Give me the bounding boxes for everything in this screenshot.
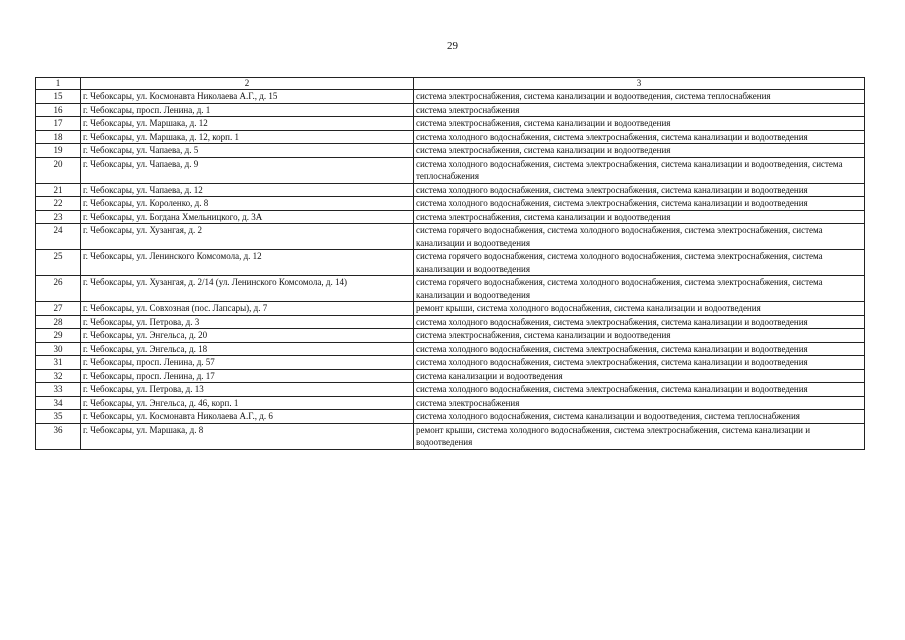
works-cell: система электроснабжения — [414, 103, 865, 117]
works-cell: система канализации и водоотведения — [414, 369, 865, 383]
table-row — [36, 342, 865, 356]
table-row — [36, 410, 865, 424]
table-row — [36, 423, 865, 449]
address-cell: г. Чебоксары, ул. Чапаева, д. 9 — [81, 157, 414, 183]
row-number-cell: 22 — [36, 197, 81, 211]
works-cell: система холодного водоснабжения, система электроснабжения, система канализации и водоотведения — [414, 315, 865, 329]
works-cell: система холодного водоснабжения, система электроснабжения, система канализации и водоотведения — [414, 197, 865, 211]
row-number-cell: 29 — [36, 329, 81, 343]
table-body — [36, 78, 865, 450]
table-header-row — [36, 78, 865, 90]
row-number-cell: 34 — [36, 396, 81, 410]
table-row — [36, 356, 865, 370]
works-cell: система холодного водоснабжения, система электроснабжения, система канализации и водоотведения — [414, 342, 865, 356]
row-number-cell: 18 — [36, 130, 81, 144]
row-number-cell: 25 — [36, 250, 81, 276]
works-cell: система электроснабжения, система канализации и водоотведения, система теплоснабжения — [414, 90, 865, 104]
row-number-cell: 27 — [36, 302, 81, 316]
column-number-1: 1 — [36, 78, 81, 90]
address-cell: г. Чебоксары, просп. Ленина, д. 1 — [81, 103, 414, 117]
works-cell: система электроснабжения, система канализации и водоотведения — [414, 210, 865, 224]
works-cell: система электроснабжения — [414, 396, 865, 410]
row-number-cell: 30 — [36, 342, 81, 356]
address-cell: г. Чебоксары, ул. Хузангая, д. 2 — [81, 224, 414, 250]
works-cell: ремонт крыши, система холодного водоснабжения, система канализации и водоотведения — [414, 302, 865, 316]
row-number-cell: 36 — [36, 423, 81, 449]
address-cell: г. Чебоксары, ул. Маршака, д. 8 — [81, 423, 414, 449]
works-cell: ремонт крыши, система холодного водоснабжения, система электроснабжения, система канализации и водоотведения — [414, 423, 865, 449]
address-cell: г. Чебоксары, просп. Ленина, д. 17 — [81, 369, 414, 383]
address-cell: г. Чебоксары, ул. Энгельса, д. 46, корп. 1 — [81, 396, 414, 410]
address-cell: г. Чебоксары, ул. Совхозная (пос. Лапсары), д. 7 — [81, 302, 414, 316]
row-number-cell: 31 — [36, 356, 81, 370]
address-cell: г. Чебоксары, ул. Космонавта Николаева А.Г., д. 15 — [81, 90, 414, 104]
row-number-cell: 20 — [36, 157, 81, 183]
works-cell: система холодного водоснабжения, система канализации и водоотведения, система теплоснабжения — [414, 410, 865, 424]
table-row — [36, 250, 865, 276]
row-number-cell: 16 — [36, 103, 81, 117]
table-row — [36, 369, 865, 383]
address-cell: г. Чебоксары, ул. Ленинского Комсомола, д. 12 — [81, 250, 414, 276]
works-cell: система горячего водоснабжения, система холодного водоснабжения, система электроснабжения, система канализации и водоотведения — [414, 224, 865, 250]
row-number-cell: 15 — [36, 90, 81, 104]
works-cell: система электроснабжения, система канализации и водоотведения — [414, 144, 865, 158]
works-cell: система электроснабжения, система канализации и водоотведения — [414, 117, 865, 131]
address-cell: г. Чебоксары, ул. Энгельса, д. 18 — [81, 342, 414, 356]
address-cell: г. Чебоксары, ул. Петрова, д. 3 — [81, 315, 414, 329]
address-cell: г. Чебоксары, ул. Короленко, д. 8 — [81, 197, 414, 211]
address-cell: г. Чебоксары, ул. Маршака, д. 12 — [81, 117, 414, 131]
works-cell: система холодного водоснабжения, система электроснабжения, система канализации и водоотведения, система теплоснабжения — [414, 157, 865, 183]
works-cell: система горячего водоснабжения, система холодного водоснабжения, система электроснабжения, система канализации и водоотведения — [414, 276, 865, 302]
table-row — [36, 302, 865, 316]
table-row — [36, 396, 865, 410]
address-cell: г. Чебоксары, ул. Петрова, д. 13 — [81, 383, 414, 397]
works-cell: система холодного водоснабжения, система электроснабжения, система канализации и водоотведения — [414, 383, 865, 397]
column-number-2: 2 — [81, 78, 414, 90]
row-number-cell: 23 — [36, 210, 81, 224]
row-number-cell: 19 — [36, 144, 81, 158]
table-row — [36, 117, 865, 131]
address-cell: г. Чебоксары, просп. Ленина, д. 57 — [81, 356, 414, 370]
table-row — [36, 210, 865, 224]
houses-table — [35, 77, 865, 450]
works-cell: система электроснабжения, система канализации и водоотведения — [414, 329, 865, 343]
column-number-3: 3 — [414, 78, 865, 90]
row-number-cell: 28 — [36, 315, 81, 329]
table-row — [36, 329, 865, 343]
table-row — [36, 157, 865, 183]
row-number-cell: 32 — [36, 369, 81, 383]
table-row — [36, 90, 865, 104]
table-row — [36, 315, 865, 329]
works-cell: система горячего водоснабжения, система холодного водоснабжения, система электроснабжения, система канализации и водоотведения — [414, 250, 865, 276]
address-cell: г. Чебоксары, ул. Энгельса, д. 20 — [81, 329, 414, 343]
table-row — [36, 130, 865, 144]
table-row — [36, 183, 865, 197]
row-number-cell: 21 — [36, 183, 81, 197]
table-row — [36, 383, 865, 397]
address-cell: г. Чебоксары, ул. Чапаева, д. 5 — [81, 144, 414, 158]
address-cell: г. Чебоксары, ул. Чапаева, д. 12 — [81, 183, 414, 197]
table-row — [36, 103, 865, 117]
address-cell: г. Чебоксары, ул. Богдана Хмельницкого, д. 3А — [81, 210, 414, 224]
address-cell: г. Чебоксары, ул. Маршака, д. 12, корп. 1 — [81, 130, 414, 144]
works-cell: система холодного водоснабжения, система электроснабжения, система канализации и водоотведения — [414, 356, 865, 370]
page-number: 29 — [447, 40, 458, 52]
row-number-cell: 35 — [36, 410, 81, 424]
table-row — [36, 144, 865, 158]
row-number-cell: 33 — [36, 383, 81, 397]
row-number-cell: 26 — [36, 276, 81, 302]
works-cell: система холодного водоснабжения, система электроснабжения, система канализации и водоотведения — [414, 183, 865, 197]
row-number-cell: 17 — [36, 117, 81, 131]
works-cell: система холодного водоснабжения, система электроснабжения, система канализации и водоотведения — [414, 130, 865, 144]
row-number-cell: 24 — [36, 224, 81, 250]
table-row — [36, 276, 865, 302]
table-row — [36, 224, 865, 250]
address-cell: г. Чебоксары, ул. Космонавта Николаева А.Г., д. 6 — [81, 410, 414, 424]
address-cell: г. Чебоксары, ул. Хузангая, д. 2/14 (ул. Ленинского Комсомола, д. 14) — [81, 276, 414, 302]
table-row — [36, 197, 865, 211]
